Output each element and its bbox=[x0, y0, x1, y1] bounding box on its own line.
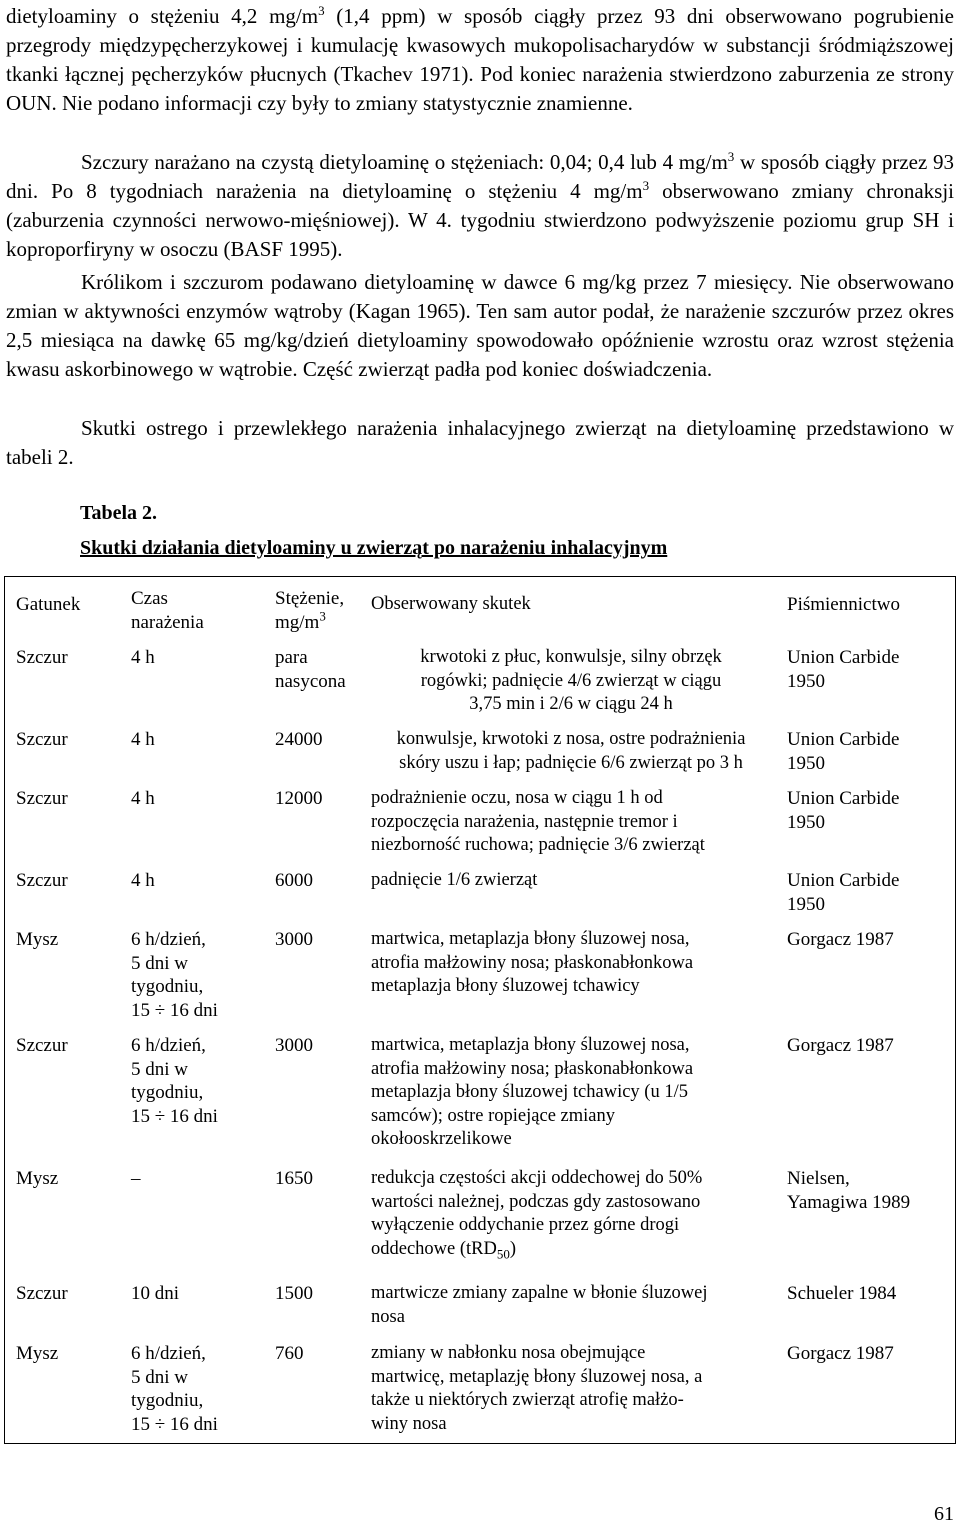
time-line: 4 h bbox=[131, 729, 155, 750]
effect-line: wyłączenie oddychanie przez górne drogi bbox=[371, 1215, 680, 1235]
effect-line: konwulsje, krwotoki z nosa, ostre podrażnienia bbox=[396, 729, 746, 749]
row-7-concentration bbox=[275, 1167, 370, 1191]
row-6-time bbox=[131, 1034, 271, 1128]
conc-line: 6000 bbox=[275, 870, 313, 891]
row-8-concentration bbox=[275, 1282, 370, 1306]
effect-line: podrażnienie oczu, nosa w ciągu 1 h od bbox=[371, 788, 663, 808]
effect-line: atrofia małżowiny nosa; płaskonabłonkowa bbox=[371, 952, 694, 973]
time-line: 10 dni bbox=[131, 1283, 180, 1304]
row-1-effect bbox=[371, 646, 771, 717]
effect-line: metaplazja błony śluzowej tchawicy (u 1/5 bbox=[371, 1082, 688, 1102]
row-2-time bbox=[131, 728, 271, 752]
effect-line: redukcja częstości akcji oddechowej do 50% bbox=[371, 1168, 703, 1188]
superscript: 3 bbox=[727, 149, 735, 164]
conc-line: 1650 bbox=[275, 1168, 313, 1189]
header-conc-line1: Stężenie, bbox=[275, 588, 345, 609]
ref-line: Gorgacz 1987 bbox=[787, 1035, 894, 1056]
row-4-concentration bbox=[275, 869, 370, 893]
ref-line: Gorgacz 1987 bbox=[787, 929, 894, 950]
row-1-species: Szczur bbox=[16, 647, 68, 668]
conc-line: para bbox=[275, 647, 308, 668]
row-3-effect bbox=[371, 787, 771, 858]
row-3-time bbox=[131, 787, 271, 811]
time-line: 15 ÷ 16 dni bbox=[131, 1105, 218, 1127]
row-2-concentration bbox=[275, 728, 370, 752]
paragraph-1-text-a: dietyloaminy o stężeniu 4,2 mg/m bbox=[6, 4, 319, 28]
row-2-reference bbox=[787, 728, 952, 775]
row-7-reference bbox=[787, 1167, 952, 1214]
effect-line: martwicze zmiany zapalne w błonie śluzowej bbox=[371, 1283, 708, 1303]
row-1-time bbox=[131, 646, 271, 670]
effect-line: wartości należnej, podczas gdy zastosowano bbox=[371, 1191, 701, 1212]
row-6-effect bbox=[371, 1034, 771, 1152]
row-8-time bbox=[131, 1282, 271, 1306]
header-concentration bbox=[275, 587, 370, 634]
paragraph-1 bbox=[6, 2, 954, 118]
ref-line: Union Carbide bbox=[787, 788, 900, 809]
ref-line: Nielsen, bbox=[787, 1168, 850, 1189]
row-1-reference bbox=[787, 646, 952, 693]
effect-line: nosa bbox=[371, 1306, 405, 1327]
time-line: 15 ÷ 16 dni bbox=[131, 999, 218, 1021]
header-reference: Piśmiennictwo bbox=[787, 594, 900, 615]
row-9-effect bbox=[371, 1342, 771, 1436]
conc-line: 3000 bbox=[275, 1035, 313, 1056]
time-line: tygodniu, bbox=[131, 1390, 204, 1411]
page-number: 61 bbox=[934, 1503, 954, 1525]
ref-line: Union Carbide bbox=[787, 870, 900, 891]
conc-line: 3000 bbox=[275, 929, 313, 950]
ref-line: 1950 bbox=[787, 670, 825, 692]
effect-line: martwica, metaplazja błony śluzowej nosa, bbox=[371, 929, 690, 949]
time-line: 4 h bbox=[131, 647, 155, 668]
row-5-effect bbox=[371, 928, 771, 999]
table-title: Skutki działania dietyloaminy u zwierząt po narażeniu inhalacyjnym bbox=[80, 537, 668, 559]
row-2-species: Szczur bbox=[16, 729, 68, 750]
ref-line: Yamagiwa 1989 bbox=[787, 1191, 911, 1213]
effect-line: winy nosa bbox=[371, 1413, 447, 1434]
effect-line: niezborność ruchowa; padnięcie 3/6 zwierząt bbox=[371, 835, 705, 855]
effect-line: zmiany w nabłonku nosa obejmujące bbox=[371, 1343, 646, 1363]
conc-line: 760 bbox=[275, 1343, 304, 1364]
row-5-time bbox=[131, 928, 271, 1022]
effect-text: ) bbox=[509, 1238, 517, 1259]
superscript: 3 bbox=[318, 3, 325, 18]
ref-line: Gorgacz 1987 bbox=[787, 1343, 894, 1364]
row-4-effect bbox=[371, 869, 771, 893]
row-8-reference bbox=[787, 1282, 952, 1306]
time-line: 6 h/dzień, bbox=[131, 1035, 206, 1056]
subscript: 50 bbox=[496, 1246, 510, 1262]
row-3-reference bbox=[787, 787, 952, 834]
effect-line: samców); ostre ropiejące zmiany bbox=[371, 1105, 615, 1126]
time-line: 5 dni w bbox=[131, 1058, 188, 1080]
row-4-time bbox=[131, 869, 271, 893]
time-line: – bbox=[131, 1168, 141, 1189]
paragraph-3-text: Królikom i szczurom podawano dietyloaminę w dawce 6 mg/kg przez 7 miesięcy. Nie obserwowano zmian w aktywności enzymów wątroby (Kagan 1965). Ten sam autor podał, że narażenie szczurów przez okres 2,5 miesiąca na dawkę 65 mg/kg/dzień dietyloaminy spowodowało opóźnienie wzrostu oraz wzrost stężenia kwasu askorbinowego w wątrobie. Część zwierząt padła pod koniec doświadczenia. bbox=[6, 270, 954, 381]
time-line: 5 dni w bbox=[131, 1366, 188, 1388]
effect-line: 3,75 min i 2/6 w ciągu 24 h bbox=[469, 694, 673, 714]
effect-line: rozpoczęcia narażenia, następnie tremor i bbox=[371, 811, 678, 832]
paragraph-2-text-a: Szczury narażano na czystą dietyloaminę o stężeniach: 0,04; 0,4 lub 4 mg/m bbox=[81, 150, 728, 174]
header-time-line2: narażenia bbox=[131, 611, 204, 633]
effect-line: także u niektórych zwierząt atrofię małżo- bbox=[371, 1390, 684, 1410]
row-5-species: Mysz bbox=[16, 929, 59, 950]
time-line: 6 h/dzień, bbox=[131, 929, 206, 950]
ref-line: 1950 bbox=[787, 811, 825, 833]
conc-line: 1500 bbox=[275, 1283, 313, 1304]
conc-line: 24000 bbox=[275, 729, 323, 750]
ref-line: Union Carbide bbox=[787, 729, 900, 750]
row-6-species: Szczur bbox=[16, 1035, 68, 1056]
header-time bbox=[131, 587, 271, 634]
row-8-effect bbox=[371, 1282, 771, 1329]
paragraph-4-text: Skutki ostrego i przewlekłego narażenia inhalacyjnego zwierząt na dietyloaminę przedstawiono w tabeli 2. bbox=[6, 416, 954, 469]
superscript: 3 bbox=[319, 608, 326, 624]
effect-line: padnięcie 1/6 zwierząt bbox=[371, 870, 538, 890]
effect-text: oddechowe (tRD bbox=[371, 1238, 497, 1259]
effect-line: martwica, metaplazja błony śluzowej nosa, bbox=[371, 1035, 690, 1055]
row-9-reference bbox=[787, 1342, 952, 1366]
effect-line: rogówki; padnięcie 4/6 zwierząt w ciągu bbox=[420, 670, 722, 691]
row-6-concentration bbox=[275, 1034, 370, 1058]
time-line: tygodniu, bbox=[131, 976, 204, 997]
superscript: 3 bbox=[642, 178, 650, 193]
row-8-species: Szczur bbox=[16, 1283, 68, 1304]
conc-line: nasycona bbox=[275, 670, 346, 692]
paragraph-3 bbox=[6, 268, 954, 384]
time-line: 4 h bbox=[131, 870, 155, 891]
row-9-concentration bbox=[275, 1342, 370, 1366]
effect-line: skóry uszu i łap; padnięcie 6/6 zwierząt po 3 h bbox=[399, 752, 743, 773]
header-species: Gatunek bbox=[16, 594, 81, 615]
ref-line: Union Carbide bbox=[787, 647, 900, 668]
ref-line: Schueler 1984 bbox=[787, 1283, 897, 1304]
row-5-reference bbox=[787, 928, 952, 952]
row-7-time bbox=[131, 1167, 271, 1191]
effects-table bbox=[4, 576, 956, 1444]
effect-line: atrofia małżowiny nosa; płaskonabłonkowa bbox=[371, 1058, 694, 1079]
row-9-time bbox=[131, 1342, 271, 1436]
paragraph-1-text-b: (1,4 ppm) w sposób ciągły przez 93 dni obserwowano pogrubienie przegrody międzypęcherzykowej i kumulację kwasowych mukopolisacharydów w substancji śródmiąższowej tkanki łącznej pęcherzyków płucnych (Tkachev 1971). Pod koniec narażenia stwierdzono zaburzenia ze strony OUN. Nie podano informacji czy były to zmiany statystycznie znamienne. bbox=[6, 4, 955, 115]
paragraph-2-text-c: obserwowano zmiany chronaksji (zaburzenia czynności nerwowo-mięśniowej). W 4. tygodniu stwierdzono podwyższenie poziomu grup SH i koproporfiryny w osoczu (BASF 1995). bbox=[6, 179, 954, 261]
time-line: 6 h/dzień, bbox=[131, 1343, 206, 1364]
table-number: Tabela 2. bbox=[80, 502, 158, 524]
row-6-reference bbox=[787, 1034, 952, 1058]
paragraph-4 bbox=[6, 414, 954, 472]
paragraph-2 bbox=[6, 148, 954, 264]
row-4-reference bbox=[787, 869, 952, 916]
effect-line bbox=[371, 1238, 771, 1262]
row-9-species: Mysz bbox=[16, 1343, 59, 1364]
row-2-effect bbox=[371, 728, 771, 775]
effect-line: metaplazja błony śluzowej tchawicy bbox=[371, 976, 640, 996]
row-3-species: Szczur bbox=[16, 788, 68, 809]
effect-line: okołooskrzelikowe bbox=[371, 1129, 512, 1149]
header-time-line1: Czas bbox=[131, 588, 168, 609]
effect-line: krwotoki z płuc, konwulsje, silny obrzęk bbox=[420, 647, 722, 667]
row-7-effect bbox=[371, 1167, 771, 1261]
row-1-concentration bbox=[275, 646, 370, 693]
header-conc-unit: mg/m bbox=[275, 611, 320, 633]
row-7-species: Mysz bbox=[16, 1168, 59, 1189]
row-4-species: Szczur bbox=[16, 870, 68, 891]
time-line: tygodniu, bbox=[131, 1082, 204, 1103]
time-line: 5 dni w bbox=[131, 952, 188, 974]
time-line: 4 h bbox=[131, 788, 155, 809]
paragraph-2-text-b: w sposób ciągły przez 93 dni. Po 8 tygodniach narażenia na dietyloaminę o stężeniu 4 mg/m bbox=[6, 150, 954, 203]
effect-line: martwicę, metaplazję błony śluzowej nosa, a bbox=[371, 1366, 703, 1387]
row-3-concentration bbox=[275, 787, 370, 811]
header-effect: Obserwowany skutek bbox=[371, 594, 531, 614]
header-conc-line2 bbox=[275, 608, 370, 635]
conc-line: 12000 bbox=[275, 788, 323, 809]
time-line: 15 ÷ 16 dni bbox=[131, 1413, 218, 1435]
ref-line: 1950 bbox=[787, 893, 825, 915]
ref-line: 1950 bbox=[787, 752, 825, 774]
row-5-concentration bbox=[275, 928, 370, 952]
